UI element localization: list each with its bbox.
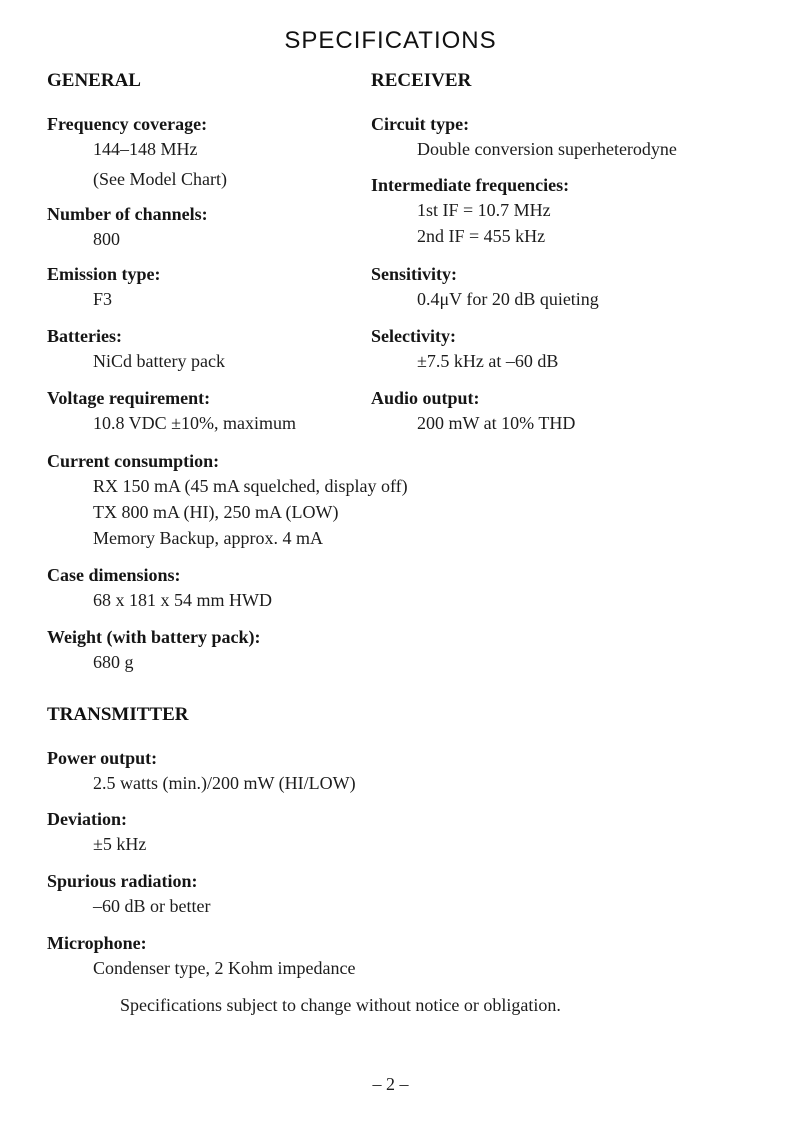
weight-spec (47, 626, 260, 675)
channels-label: Number of channels: (47, 204, 208, 224)
disclaimer-note: Specifications subject to change without notice or obligation. (120, 995, 561, 1015)
frequency-spec (47, 113, 227, 192)
model-chart-note: (See Model Chart) (93, 169, 227, 189)
audio-spec (371, 387, 575, 436)
audio-label: Audio output: (371, 388, 480, 408)
current-label: Current consumption: (47, 451, 220, 471)
sensitivity-label: Sensitivity: (371, 264, 458, 284)
channels-value: 800 (93, 229, 120, 249)
current-memory-value: Memory Backup, approx. 4 mA (93, 528, 323, 548)
sensitivity-spec (371, 263, 599, 312)
emission-spec (47, 263, 161, 312)
deviation-label: Deviation: (47, 809, 127, 829)
selectivity-spec (371, 325, 558, 374)
current-rx-value: RX 150 mA (45 mA squelched, display off) (93, 476, 408, 496)
general-heading: GENERAL (47, 70, 141, 91)
current-spec (47, 450, 408, 551)
power-label: Power output: (47, 748, 158, 768)
spurious-spec (47, 870, 210, 919)
spurious-value: –60 dB or better (93, 896, 211, 916)
circuit-value: Double conversion superheterodyne (417, 139, 677, 159)
voltage-spec (47, 387, 296, 436)
frequency-label: Frequency coverage: (47, 114, 208, 134)
power-value: 2.5 watts (min.)/200 mW (HI/LOW) (93, 773, 356, 793)
emission-label: Emission type: (47, 264, 161, 284)
deviation-spec (47, 808, 146, 857)
case-value: 68 x 181 x 54 mm HWD (93, 590, 272, 610)
microphone-value: Condenser type, 2 Kohm impedance (93, 958, 356, 978)
case-spec (47, 564, 272, 613)
deviation-value: ±5 kHz (93, 834, 147, 854)
if-spec (371, 174, 569, 249)
spurious-label: Spurious radiation: (47, 871, 198, 891)
sensitivity-value: 0.4μV for 20 dB quieting (417, 289, 599, 309)
if-label: Intermediate frequencies: (371, 175, 570, 195)
weight-label: Weight (with battery pack): (47, 627, 261, 647)
emission-value: F3 (93, 289, 113, 309)
audio-value: 200 mW at 10% THD (417, 413, 576, 433)
selectivity-value: ±7.5 kHz at –60 dB (417, 351, 559, 371)
page-number: – 2 – (372, 1074, 409, 1094)
if-first-value: 1st IF = 10.7 MHz (417, 200, 551, 220)
case-label: Case dimensions: (47, 565, 181, 585)
transmitter-heading: TRANSMITTER (47, 704, 189, 725)
microphone-spec (47, 932, 355, 981)
voltage-value: 10.8 VDC ±10%, maximum (93, 413, 297, 433)
channels-spec (47, 203, 208, 252)
weight-value: 680 g (93, 652, 134, 672)
batteries-spec (47, 325, 225, 374)
current-tx-value: TX 800 mA (HI), 250 mA (LOW) (93, 502, 339, 522)
selectivity-label: Selectivity: (371, 326, 456, 346)
if-second-value: 2nd IF = 455 kHz (417, 226, 546, 246)
circuit-spec (371, 113, 677, 162)
receiver-heading: RECEIVER (371, 70, 472, 91)
voltage-label: Voltage requirement: (47, 388, 211, 408)
microphone-label: Microphone: (47, 933, 147, 953)
frequency-value: 144–148 MHz (93, 139, 198, 159)
batteries-label: Batteries: (47, 326, 122, 346)
power-spec (47, 747, 356, 796)
batteries-value: NiCd battery pack (93, 351, 225, 371)
circuit-label: Circuit type: (371, 114, 470, 134)
page-title: SPECIFICATIONS (284, 27, 497, 54)
